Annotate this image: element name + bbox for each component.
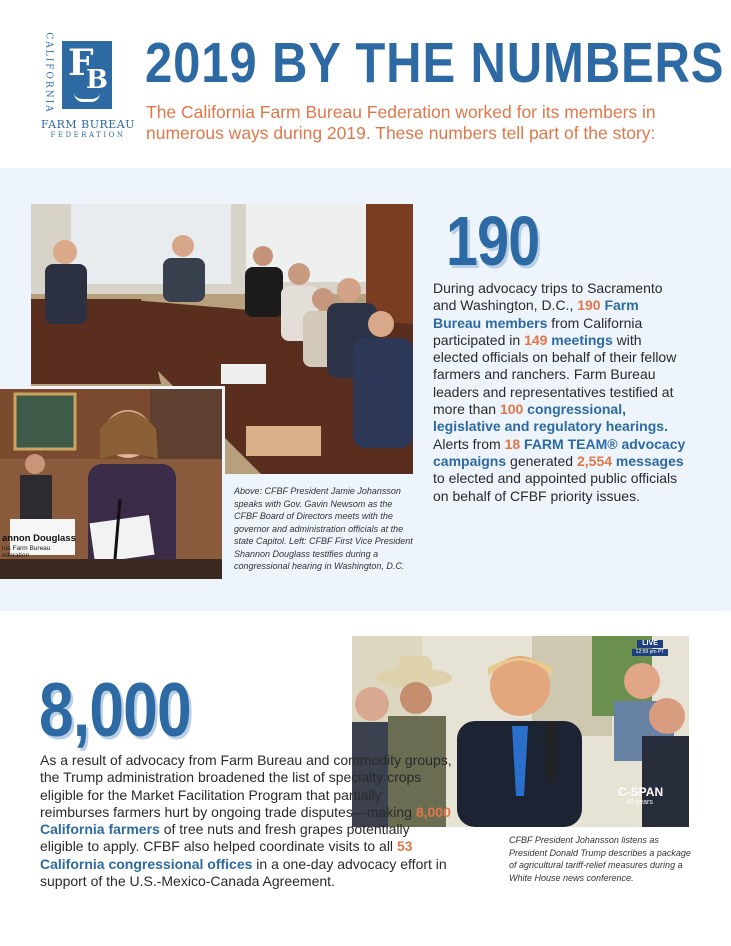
text-segment: to elected and appointed public officials on behalf of CFBF priority issues.	[433, 470, 678, 504]
nameplate-org-2: ederation	[2, 552, 30, 559]
page-subtitle: The California Farm Bureau Federation worked for its members in numerous ways during 2019. These numbers tell part of the story:	[146, 102, 656, 143]
text-segment: 149	[524, 331, 548, 348]
tv-time: 12:59 pm PT	[632, 649, 668, 656]
text-segment: 2,554	[576, 452, 613, 469]
text-segment: During advocacy trips to Sacramento and Washington, D.C.,	[433, 280, 663, 314]
logo-name	[38, 118, 138, 140]
text-segment: 8,000	[415, 803, 451, 820]
page-title: 2019 BY THE NUMBERS	[145, 31, 725, 95]
caption-2: CFBF President Johansson listens as President Donald Trump describes a package of agricultural tariff-relief measures during a White House news conference.	[509, 835, 691, 883]
farm-bureau-logo: F B	[62, 41, 112, 109]
text-segment: California congressional offices	[40, 855, 253, 872]
text-segment: in a one-day advocacy effort in support of the U.S.-Mexico-Canada Agreement.	[40, 855, 447, 890]
logo-name-line2: FEDERATION	[50, 131, 126, 139]
nameplate-org-1: nia Farm Bureau	[2, 545, 51, 552]
text-segment: Farm Bureau members	[433, 297, 639, 331]
tv-network-years: 40 years	[626, 799, 653, 806]
text-segment: generated	[506, 452, 577, 469]
nameplate-name: annon Douglass	[2, 533, 76, 544]
text-segment: messages	[612, 452, 684, 469]
stat-paragraph-8000	[40, 752, 452, 890]
text-segment: with elected officials on behalf of their fellow farmers and ranchers. Farm Bureau leaders and representatives testified at more than	[433, 331, 677, 418]
stat-number-8000: 8,000	[39, 668, 191, 753]
text-segment: 190	[577, 297, 601, 314]
logo-vertical-text: CALIFORNIA	[43, 32, 54, 114]
text-segment: FARM TEAM® advocacy campaigns	[433, 435, 686, 469]
tv-live-badge: LIVE	[637, 640, 663, 648]
caption-1: Above: CFBF President Jamie Johansson speaks with Gov. Gavin Newsom as the CFBF Board of Directors meets with the governor and administration officials at the state Capitol. Left: CFBF First Vice President Shannon Douglass testifies during a congressional hearing in Washington, D.C.	[234, 486, 413, 571]
tv-network-logo: C-SPAN	[618, 785, 664, 799]
text-segment: meetings	[547, 331, 613, 348]
text-segment: 53	[396, 838, 413, 855]
stat-number-190: 190	[446, 202, 540, 280]
text-segment: California farmers	[40, 821, 160, 838]
text-segment: 100	[499, 401, 524, 418]
text-segment: As a result of advocacy from Farm Bureau and commodity groups, the Trump administration broadened the list of specialty crops eligible for the Market Facilitation Program that partially reimburses farmers hurt by ongoing trade disputes—making	[40, 752, 452, 820]
text-segment: Alerts from	[433, 435, 505, 452]
logo-name-line1: FARM BUREAU	[40, 118, 136, 131]
text-segment: from California participated in	[433, 314, 643, 348]
stat-paragraph-190	[433, 280, 688, 505]
text-segment: of tree nuts and fresh grapes potentially eligible to apply. CFBF also helped coordinate visits to all	[40, 821, 410, 855]
photo-testimony	[0, 386, 225, 579]
text-segment: 18	[504, 435, 521, 452]
text-segment: congressional, legislative and regulatory hearings.	[433, 401, 668, 435]
